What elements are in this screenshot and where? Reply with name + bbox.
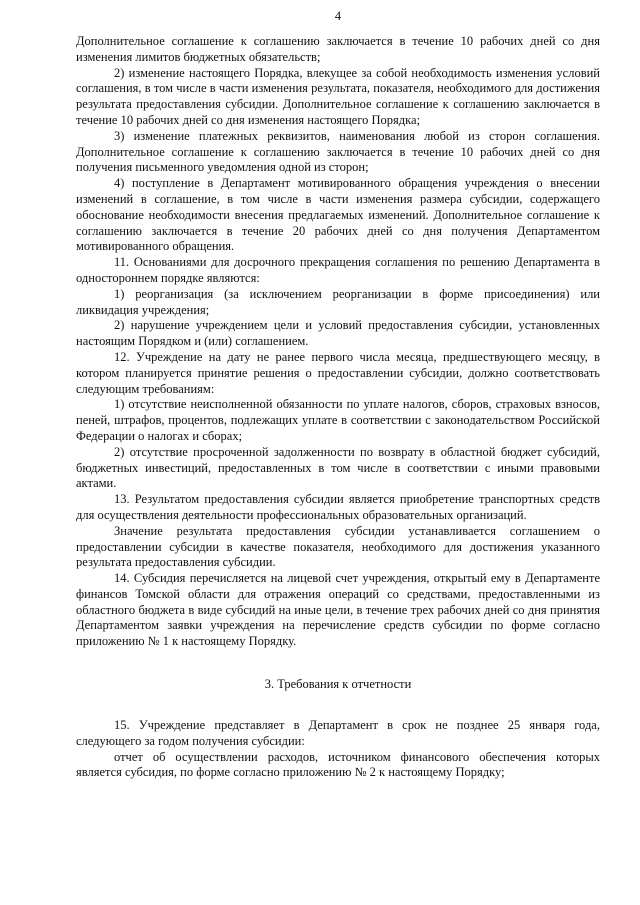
paragraph: отчет об осуществлении расходов, источником финансового обеспечения которых является субсидия, по форме согласно приложению № 2 к настоящему Порядку; <box>76 749 600 780</box>
paragraph: 1) отсутствие неисполненной обязанности по уплате налогов, сборов, страховых взносов, пеней, штрафов, процентов, подлежащих уплате в соответствии с законодательством Российской Федерации о налогах и сборах; <box>76 397 600 443</box>
paragraph: 14. Субсидия перечисляется на лицевой счет учреждения, открытый ему в Департаменте финансов Томской области для отражения операций со средствами, предоставленными из областного бюджета в виде субсидий на иные цели, в течение трех рабочих дней со дня принятия Департаментом заявки учреждения на перечисление средств субсидии по форме согласно приложению № 1 к настоящему Порядку. <box>76 571 600 649</box>
section-heading: 3. Требования к отчетности <box>264 677 412 692</box>
paragraph: 12. Учреждение на дату не ранее первого числа месяца, предшествующего месяцу, в котором планируется принятие решения о предоставлении субсидии, должно соответствовать следующим требованиям: <box>76 349 600 396</box>
paragraph: 2) изменение настоящего Порядка, влекущее за собой необходимость изменения условий соглашения, в том числе в части изменения результата, показателя, необходимого для достижения результата предоставления субсидии. Дополнительное соглашение к соглашению заключается в течение 10 рабочих дней со дня изменения настоящего Порядка; <box>76 65 600 127</box>
paragraph: 1) реорганизация (за исключением реорганизации в форме присоединения) или ликвидация учреждения; <box>76 286 600 317</box>
page-number: 4 <box>334 9 342 23</box>
paragraph: 2) нарушение учреждением цели и условий предоставления субсидии, установленных настоящим Порядком и (или) соглашением. <box>76 318 600 349</box>
paragraph: 2) отсутствие просроченной задолженности по возврату в областной бюджет субсидий, бюджетных инвестиций, предоставленных в том числе в соответствии с иными правовыми актами. <box>76 444 600 491</box>
paragraph: 11. Основаниями для досрочного прекращения соглашения по решению Департамента в одностороннем порядке являются: <box>76 255 600 285</box>
paragraph: 15. Учреждение представляет в Департамент в срок не позднее 25 января года, следующего за годом получения субсидии: <box>76 718 600 748</box>
paragraph: 3) изменение платежных реквизитов, наименования любой из сторон соглашения. Дополнительное соглашение к соглашению заключается в течение 10 рабочих дней со дня получения письменного уведомления одной из сторон; <box>76 128 600 175</box>
body-text-before-heading <box>76 34 600 650</box>
paragraph: Дополнительное соглашение к соглашению заключается в течение 10 рабочих дней со дня изменения лимитов бюджетных обязательств; <box>76 34 600 64</box>
paragraph: Значение результата предоставления субсидии устанавливается соглашением о предоставлении субсидии в качестве показателя, необходимого для достижения указанного результата предоставления субсидии. <box>76 523 600 570</box>
paragraph: 13. Результатом предоставления субсидии является приобретение транспортных средств для осуществления деятельности профессиональных образовательных организаций. <box>76 492 600 522</box>
paragraph: 4) поступление в Департамент мотивированного обращения учреждения о внесении изменений в соглашение, в том числе в части изменения размера субсидии, содержащего обоснование необходимости внесения предлагаемых изменений. Дополнительное соглашение к соглашению заключается в течение 20 рабочих дней со дня получения Департаментом мотивированного обращения. <box>76 176 600 254</box>
body-text-after-heading <box>76 718 600 781</box>
